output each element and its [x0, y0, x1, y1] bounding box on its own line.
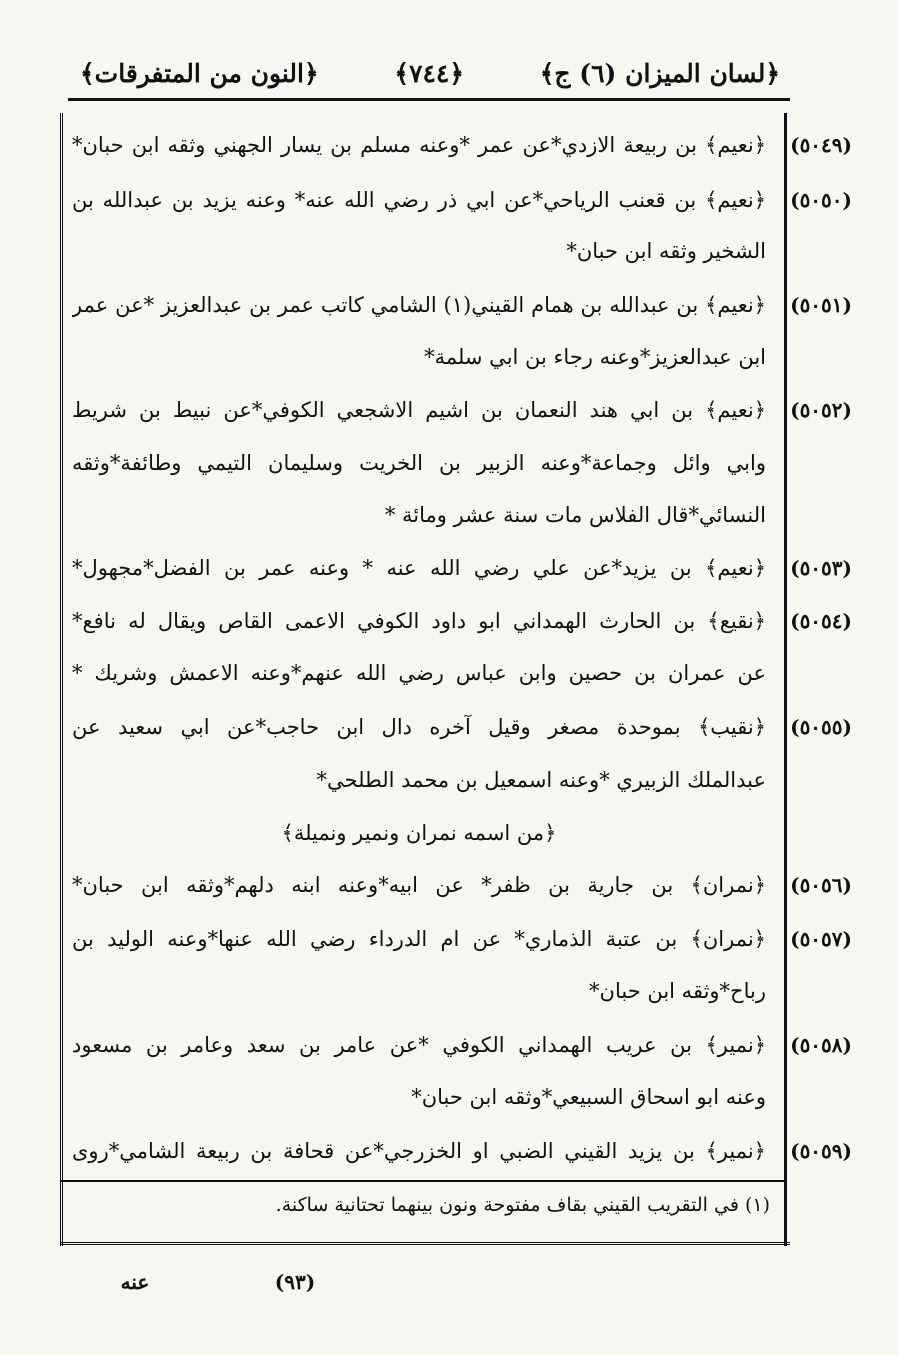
- entry-number: (٥٠٥٨): [790, 1033, 852, 1057]
- footnote: (١) في التقريب القيني بقاف مفتوحة ونون بينهما تحتانية ساكنة.: [275, 1194, 770, 1216]
- entry-line: عن عمران بن حصين وابن عباس رضي الله عنهم*وعنه الاعمش وشريك *: [72, 661, 766, 685]
- entry-number: (٥٠٥٢): [790, 398, 852, 422]
- entry-number: (٥٠٥٦): [790, 873, 852, 897]
- page-number: (٩٣): [274, 1270, 316, 1294]
- entry-line: ﴿نقيع﴾ بن الحارث الهمداني ابو داود الكوفي الاعمى القاص ويقال له نافع*: [72, 609, 766, 633]
- entry-line: وابي وائل وجماعة*وعنه الزبير بن الخريت وسليمان التيمي وطائفة*وثقه: [72, 451, 766, 475]
- entry-line: ﴿نمران﴾ بن جارية بن ظفر* عن ابيه*وعنه ابنه دلهم*وثقه ابن حبان*: [72, 873, 766, 897]
- entry-number: (٥٠٤٩): [790, 133, 852, 157]
- entry-line: ﴿نعيم﴾ بن يزيد*عن علي رضي الله عنه * وعنه عمر بن الفضل*مجهول*: [72, 556, 766, 580]
- header-rule: [68, 98, 790, 101]
- entry-line: رباح*وثقه ابن حبان*: [589, 979, 766, 1003]
- entry-number: (٥٠٥٣): [790, 556, 852, 580]
- entry-number: (٥٠٥٥): [790, 715, 852, 739]
- entry-line: ﴿نمير﴾ بن عريب الهمداني الكوفي *عن عامر بن سعد وعامر بن مسعود: [72, 1033, 766, 1057]
- entry-number: (٥٠٥٠): [790, 188, 852, 212]
- entry-line: الشخير وثقه ابن حبان*: [566, 239, 766, 263]
- entry-line: ﴿نعيم﴾ بن قعنب الرياحي*عن ابي ذر رضي الله عنه* وعنه يزيد بن عبدالله بن: [72, 188, 766, 212]
- entry-line: ﴿نمير﴾ بن يزيد القيني الضبي او الخزرجي*عن قحافة بن ربيعة الشامي*روى: [72, 1139, 766, 1163]
- frame-bottom-rule: [60, 1242, 790, 1245]
- entry-line: ﴿نعيم﴾ بن ابي هند النعمان بن اشيم الاشجعي الكوفي*عن نبيط بن شريط: [72, 398, 766, 422]
- section-heading: ﴿من اسمه نمران ونمير ونميلة﴾: [281, 821, 557, 845]
- entry-number: (٥٠٥٩): [790, 1139, 852, 1163]
- entry-number: (٥٠٥٧): [790, 927, 852, 951]
- entry-line: وعنه ابو اسحاق السبيعي*وثقه ابن حبان*: [411, 1085, 766, 1109]
- entry-line: ﴿نمران﴾ بن عتبة الذماري* عن ام الدرداء رضي الله عنها*وعنه الوليد بن: [72, 927, 766, 951]
- entry-line: ﴿نعيم﴾ بن عبدالله بن همام القيني(١) الشامي كاتب عمر بن عبدالعزيز *عن عمر: [72, 293, 766, 317]
- entry-line: عبدالملك الزبيري *وعنه اسمعيل بن محمد الطلحي*: [316, 768, 766, 792]
- entry-number: (٥٠٥١): [790, 293, 852, 317]
- book-title: ﴿لسان الميزان (٦) ج﴾: [539, 58, 780, 88]
- header-page: ﴿٧٤٤﴾: [394, 58, 465, 88]
- header: [80, 48, 780, 98]
- entry-line: النسائي*قال الفلاس مات سنة عشر ومائة *: [384, 503, 766, 527]
- footnote-rule: [60, 1180, 784, 1182]
- catchword: عنه: [120, 1270, 150, 1294]
- entry-line: ابن عبدالعزيز*وعنه رجاء بن ابي سلمة*: [424, 345, 766, 369]
- section-title: ﴿النون من المتفرقات﴾: [80, 58, 319, 88]
- entry-line: ﴿نقيب﴾ بموحدة مصغر وقيل آخره دال ابن حاجب*عن ابي سعيد عن: [72, 715, 766, 739]
- entry-number: (٥٠٥٤): [790, 609, 852, 633]
- entry-line: ﴿نعيم﴾ بن ربيعة الازدي*عن عمر *وعنه مسلم بن يسار الجهني وثقه ابن حبان*: [72, 133, 766, 157]
